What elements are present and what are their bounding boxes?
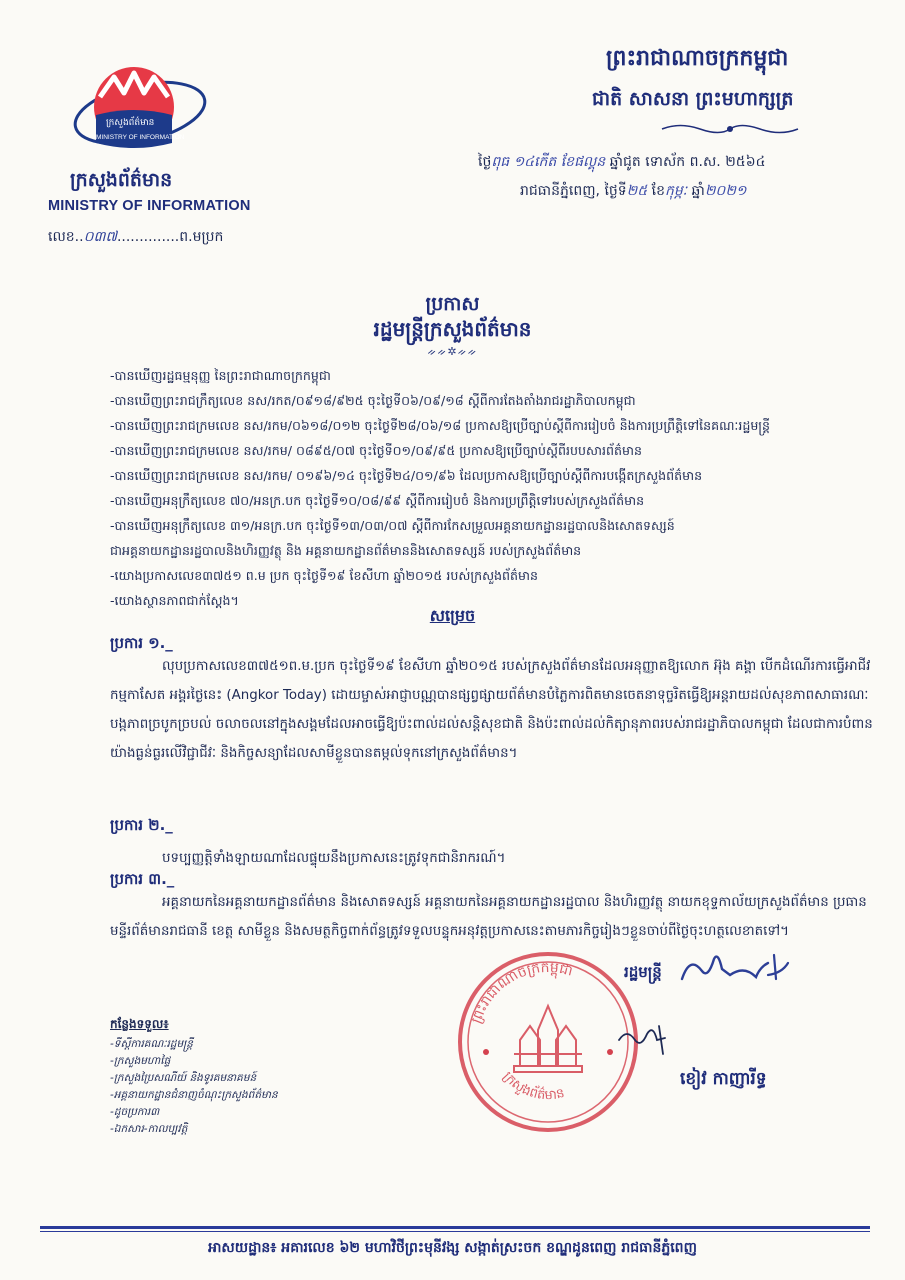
article-3-body: អគ្គនាយកនៃអគ្គនាយកដ្ឋានព័ត៌មាន និងសោតទស្សន៍ អគ្គនាយកនៃអគ្គនាយកដ្ឋានរដ្ឋបាល និងហិរញ្ញវត្ថុ នាយកខុទ្ទកាល័យក្រសួងព័ត៌មាន ប្រធានមន្ទីរព័ត៌មានរាជធានី ខេត្ត សាមីខ្លួន និងសមត្ថកិច្ចពាក់ព័ន្ធត្រូវទទួលបន្ទុកអនុវត្តប្រកាសនេះតាមភារកិច្ចរៀងៗខ្លួនចាប់ពីថ្ងៃចុះហត្ថលេខាតទៅ។ [110,895,867,939]
logo-ring-kh: ក្រសួងព័ត៌មាន [106,118,155,128]
ref-number: ០៣៧ [83,229,117,245]
recipients-list [110,1036,278,1138]
title-ornament: ᨀᨀ✲ᨀᨀ [427,345,478,358]
signature-title: រដ្ឋមន្ត្រី [624,963,662,981]
logo-ring-en: MINISTRY OF INFORMATION [96,134,185,141]
consideration-item: -យោងស្ថានភាពជាក់ស្ដែង។ [110,593,239,608]
recipient-item: -ក្រសួងមហាផ្ទៃ [110,1055,171,1067]
consideration-item: -បានឃើញព្រះរាជក្រឹត្យលេខ នស/រកត/០៩១៨/៩២៥ ចុះថ្ងៃទី០៦/០៩/១៨ ស្ដីពីការតែងតាំងរាជរដ្ឋាភិបាលកម្ពុជា [110,393,636,408]
reference-number: លេខ..០៣៧..............ព.មប្រក [48,229,224,245]
consideration-item: -បានឃើញព្រះរាជក្រមលេខ នស/រកម/ ០១៩៦/១៤ ចុះថ្ងៃទី២៤/០១/៩៦ ដែលប្រកាសឱ្យប្រើច្បាប់ស្ដីពីការបង្កើតក្រសួងព័ត៌មាន [110,468,703,483]
considerations-list [110,363,890,613]
article-2-body: បទប្បញ្ញត្តិទាំងឡាយណាដែលផ្ទុយនឹងប្រកាសនេះត្រូវទុកជានិរាករណ៍។ [162,851,506,866]
solar-day: ២៥ [626,183,648,199]
svg-text:ក្រសួងព័ត៌មាន [500,1069,567,1103]
motto-divider-ornament [660,122,800,136]
footer-divider-thin [40,1231,870,1232]
signer-name: ខៀវ កាញារីទ្ធ [680,1069,767,1089]
solar-month: កុម្ភៈ [664,183,688,199]
national-motto: ជាតិ សាសនា ព្រះមហាក្សត្រ [592,88,794,110]
lunar-date-handwritten: ពុធ ១៤កើត ខែផល្គុន [491,154,606,170]
article-1-body: លុបប្រកាសលេខ៣៧៥១ព.ម.ប្រក ចុះថ្ងៃទី១៩ ខែសីហា ឆ្នាំ២០១៥ របស់ក្រសួងព័ត៌មានដែលអនុញ្ញាតឱ្យលោក អ៊ុង គង្គា បើកដំណើរការធ្វើអាជីវកម្មកាសែត អង្គរថ្ងៃនេះ (Angkor Today) ដោយម្ចាស់អាជ្ញាបណ្ណបានផ្សព្វផ្សាយព័ត៌មានបំភ្លៃការពិតមានចេតនាទុច្ចរិតធ្វើឱ្យអន្តរាយដល់សុខភាពសាធារណៈ បង្កភាពច្របូកច្របល់ ចលាចលនៅក្នុងសង្គមដែលអាចធ្វើឱ្យប៉ះពាល់ដល់សន្តិសុខជាតិ និងប៉ះពាល់ដល់កិត្យានុភាពរបស់រាជរដ្ឋាភិបាលកម្ពុជា ដែលជាការបំពានយ៉ាងធ្ងន់ធ្ងរលើវិជ្ជាជីវៈ និងកិច្ចសន្យាដែលសាមីខ្លួនបានតម្កល់ទុកនៅក្រសួងព័ត៌មាន។ [110,659,873,761]
footer-address: អាសយដ្ឋាន៖ អគារលេខ ៦២ មហាវិថីព្រះមុនីវង្ស សង្កាត់ស្រះចក ខណ្ឌដូនពេញ រាជធានីភ្នំពេញ [208,1240,697,1256]
document-type: ប្រកាស [425,293,480,315]
seal-outer-text: ព្រះរាជាណាចក្រកម្ពុជា [468,959,575,1026]
consideration-item: -បានឃើញព្រះរាជក្រមលេខ នស/រកម/០៦១៨/០១២ ចុះថ្ងៃទី២៨/០៦/១៨ ប្រកាសឱ្យប្រើច្បាប់ស្ដីពីការរៀបចំ និងការប្រព្រឹត្តិទៅនៃគណៈរដ្ឋមន្ត្រី [110,418,771,433]
article-3-heading: ប្រការ ៣._ [110,870,175,888]
initial-mark [613,1018,679,1058]
kingdom-title: ព្រះរាជាណាចក្រកម្ពុជា [606,46,789,71]
consideration-item: ជាអគ្គនាយកដ្ឋានរដ្ឋបាលនិងហិរញ្ញវត្ថុ និង អគ្គនាយកដ្ឋានព័ត៌មាននិងសោតទស្សន៍ របស់ក្រសួងព័ត៌មាន [110,543,582,558]
ministry-name-en: MINISTRY OF INFORMATION [48,198,251,214]
recipient-item: -ក្រសួងប្រៃសណីយ៍ និងទូរគមនាគមន៍ [110,1072,257,1084]
consideration-item: -បានឃើញរដ្ឋធម្មនុញ្ញ នៃព្រះរាជាណាចក្រកម្ពុជា [110,368,331,383]
consideration-item: -បានឃើញអនុក្រឹត្យលេខ ៧០/អនក្រ.បក ចុះថ្ងៃទី១០/០៨/៩៩ ស្ដីពីការរៀបចំ និងការប្រព្រឹត្តិទៅរបស់ក្រសួងព័ត៌មាន [110,493,645,508]
solar-year: ២០២១ [704,183,747,199]
recipient-item: -ដូចប្រការ៣ [110,1106,160,1118]
recipients-heading: កន្លែងទទួល៖ [110,1017,169,1031]
ministry-name-kh: ក្រសួងព័ត៌មាន [70,169,173,191]
document-issuer: រដ្ឋមន្ត្រីក្រសួងព័ត៌មាន [373,317,532,341]
consideration-item: -បានឃើញព្រះរាជក្រមលេខ នស/រកម/ ០៨៩៥/០៧ ចុះថ្ងៃទី០១/០៩/៩៥ ប្រកាសឱ្យប្រើច្បាប់ស្ដីពីរបបសារព័ត៌មាន [110,443,642,458]
lunar-date: ថ្ងៃពុធ ១៤កើត ខែផល្គុន ឆ្នាំជូត ទោស័ក ព.ស. ២៥៦៤ [478,154,766,170]
ref-suffix: ព.មប្រក [179,229,224,245]
decision-heading: សម្រេច [429,606,476,625]
consideration-item: -បានឃើញអនុក្រឹត្យលេខ ៣១/អនក្រ.បក ចុះថ្ងៃទី១៣/០៣/០៧ ស្ដីពីការកែសម្រួលអគ្គនាយកដ្ឋានរដ្ឋបាលនិងសោតទស្សន៍ [110,518,675,533]
footer-divider [40,1226,870,1229]
ref-label: លេខ [48,229,75,245]
solar-date: រាជធានីភ្នំពេញ, ថ្ងៃទី២៥ ខែកុម្ភៈ ឆ្នាំ២០២១ [520,183,747,199]
seal-inner-text: ក្រសួងព័ត៌មាន [499,1069,567,1104]
minister-signature [610,945,810,1015]
recipient-item: -ទីស្តីការគណៈរដ្ឋមន្ត្រី [110,1038,193,1050]
recipient-item: -ឯកសារ-កាលប្បវត្តិ [110,1123,188,1135]
recipient-item: -អគ្គនាយកដ្ឋានជំនាញចំណុះក្រសួងព័ត៌មាន [110,1089,278,1101]
article-1-heading: ប្រការ ១._ [110,634,173,652]
consideration-item: -យោងប្រកាសលេខ៣៧៥១ ព.ម ប្រក ចុះថ្ងៃទី១៩ ខែសីហា ឆ្នាំ២០១៥ របស់ក្រសួងព័ត៌មាន [110,568,539,583]
ministry-logo [72,55,217,165]
article-2-heading: ប្រការ ២._ [110,816,173,834]
